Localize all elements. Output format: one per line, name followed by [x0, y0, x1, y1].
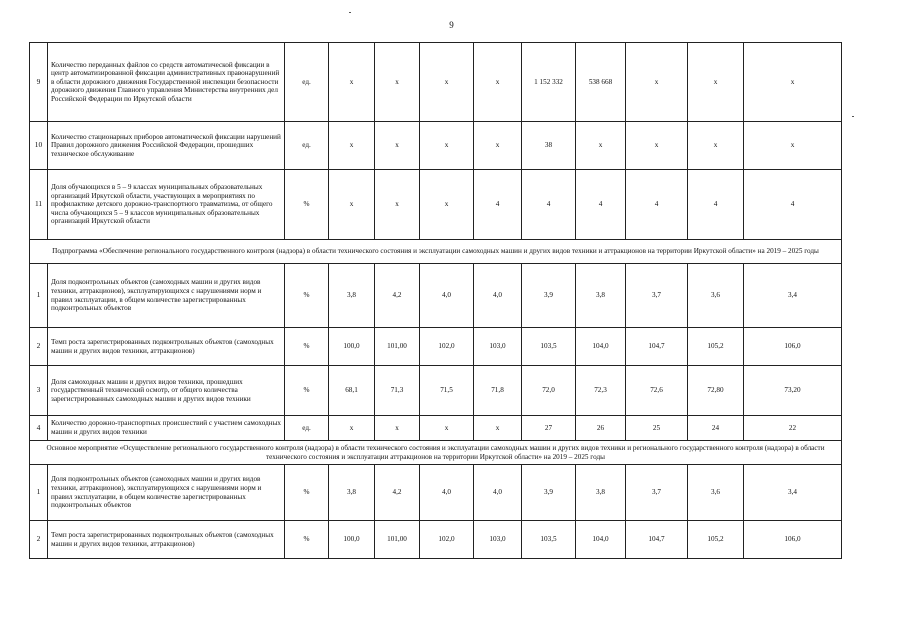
- value-cell: х: [744, 122, 842, 170]
- value-cell: 3,6: [688, 264, 744, 328]
- value-cell: 4: [626, 170, 688, 240]
- indicators-table: [29, 42, 842, 559]
- table-row: [30, 416, 842, 441]
- value-cell: 103,0: [474, 521, 522, 559]
- value-cell: 103,0: [474, 328, 522, 366]
- table-row: [30, 264, 842, 328]
- page-number: 9: [449, 20, 454, 30]
- value-cell: 71,3: [375, 366, 420, 416]
- indicator-name: Количество переданных файлов со средств автоматической фиксации в центр автоматизированной фиксации административных правонарушений в области дорожного движения Государственной инспекции безопасности дорожного движения Главного управления Министерства внутренних дел Российской Федерации по Иркутской области: [48, 43, 285, 122]
- table-row: [30, 122, 842, 170]
- indicator-name: Доля подконтрольных объектов (самоходных машин и других видов техники, аттракционов), эксплуатирующихся с нарушениями норм и правил эксплуатации, в общем количестве зарегистрированных подконтрольных объектов: [48, 465, 285, 521]
- section-title: Основное мероприятие «Осуществление регионального государственного контроля (надзора) в области технического состояния и эксплуатации самоходных машин и других видов техники и регионального государственного контроля (надзора) в области технического состояния и эксплуатации аттракционов на территории Иркутской области» на 2019 – 2025 годы: [30, 441, 842, 465]
- unit-cell: %: [285, 366, 329, 416]
- value-cell: 3,4: [744, 465, 842, 521]
- unit-cell: %: [285, 521, 329, 559]
- indicator-name: Доля обучающихся в 5 – 9 классах муниципальных образовательных организаций Иркутской области, участвующих в мероприятиях по профилактике детского дорожно-транспортного травматизма, от общего числа обучающихся 5 – 9 классов муниципальных образовательных организаций Иркутской области: [48, 170, 285, 240]
- value-cell: 4: [474, 170, 522, 240]
- row-number: 2: [30, 521, 48, 559]
- value-cell: х: [420, 122, 474, 170]
- value-cell: 106,0: [744, 328, 842, 366]
- value-cell: 102,0: [420, 328, 474, 366]
- value-cell: х: [375, 416, 420, 441]
- value-cell: 4: [576, 170, 626, 240]
- unit-cell: ед.: [285, 43, 329, 122]
- value-cell: 104,0: [576, 328, 626, 366]
- value-cell: х: [576, 122, 626, 170]
- value-cell: 104,7: [626, 328, 688, 366]
- value-cell: х: [375, 122, 420, 170]
- value-cell: 538 668: [576, 43, 626, 122]
- unit-cell: %: [285, 264, 329, 328]
- value-cell: 72,6: [626, 366, 688, 416]
- table-row: [30, 170, 842, 240]
- value-cell: 4,2: [375, 465, 420, 521]
- row-number: 11: [30, 170, 48, 240]
- row-number: 9: [30, 43, 48, 122]
- value-cell: х: [375, 43, 420, 122]
- value-cell: х: [329, 170, 375, 240]
- value-cell: 102,0: [420, 521, 474, 559]
- unit-cell: ед.: [285, 122, 329, 170]
- value-cell: 72,80: [688, 366, 744, 416]
- value-cell: 3,8: [329, 264, 375, 328]
- value-cell: х: [329, 122, 375, 170]
- scan-speck: [349, 12, 351, 13]
- value-cell: х: [329, 416, 375, 441]
- value-cell: 72,0: [522, 366, 576, 416]
- table-row: [30, 521, 842, 559]
- table-row: [30, 366, 842, 416]
- section-header-row: [30, 240, 842, 264]
- value-cell: 103,5: [522, 328, 576, 366]
- indicator-name: Количество дорожно-транспортных происшествий с участием самоходных машин и других видов техники: [48, 416, 285, 441]
- value-cell: 100,0: [329, 328, 375, 366]
- value-cell: 26: [576, 416, 626, 441]
- value-cell: х: [626, 122, 688, 170]
- value-cell: 71,5: [420, 366, 474, 416]
- value-cell: 25: [626, 416, 688, 441]
- value-cell: 101,00: [375, 328, 420, 366]
- value-cell: х: [474, 416, 522, 441]
- value-cell: 27: [522, 416, 576, 441]
- value-cell: 3,8: [576, 465, 626, 521]
- value-cell: 3,9: [522, 264, 576, 328]
- value-cell: 100,0: [329, 521, 375, 559]
- value-cell: 22: [744, 416, 842, 441]
- table-row: [30, 465, 842, 521]
- row-number: 10: [30, 122, 48, 170]
- value-cell: 4: [744, 170, 842, 240]
- value-cell: 1 152 332: [522, 43, 576, 122]
- value-cell: 104,7: [626, 521, 688, 559]
- value-cell: 4,0: [420, 264, 474, 328]
- row-number: 1: [30, 465, 48, 521]
- value-cell: 4: [688, 170, 744, 240]
- value-cell: 105,2: [688, 328, 744, 366]
- value-cell: 3,7: [626, 465, 688, 521]
- value-cell: х: [474, 122, 522, 170]
- unit-cell: %: [285, 328, 329, 366]
- table-row: [30, 43, 842, 122]
- value-cell: 4,2: [375, 264, 420, 328]
- value-cell: 68,1: [329, 366, 375, 416]
- section-title: Подпрограмма «Обеспечение регионального государственного контроля (надзора) в области технического состояния и эксплуатации самоходных машин и других видов техники и аттракционов на территории Иркутской области» на 2019 – 2025 годы: [30, 240, 842, 264]
- value-cell: 3,9: [522, 465, 576, 521]
- unit-cell: %: [285, 170, 329, 240]
- value-cell: 3,6: [688, 465, 744, 521]
- value-cell: х: [626, 43, 688, 122]
- section-header-row: [30, 441, 842, 465]
- value-cell: х: [688, 122, 744, 170]
- indicator-name: Доля самоходных машин и других видов техники, прошедших государственный технический осмотр, от общего количества зарегистрированных самоходных машин и других видов техники: [48, 366, 285, 416]
- table-row: [30, 328, 842, 366]
- indicator-name: Доля подконтрольных объектов (самоходных машин и других видов техники, аттракционов), эксплуатирующихся с нарушениями норм и правил эксплуатации, в общем количестве зарегистрированных подконтрольных объектов: [48, 264, 285, 328]
- value-cell: 3,8: [329, 465, 375, 521]
- value-cell: 4,0: [474, 264, 522, 328]
- value-cell: 105,2: [688, 521, 744, 559]
- value-cell: х: [375, 170, 420, 240]
- row-number: 2: [30, 328, 48, 366]
- value-cell: х: [744, 43, 842, 122]
- value-cell: 3,7: [626, 264, 688, 328]
- indicator-name: Темп роста зарегистрированных подконтрольных объектов (самоходных машин и других видов техники, аттракционов): [48, 521, 285, 559]
- row-number: 4: [30, 416, 48, 441]
- value-cell: 106,0: [744, 521, 842, 559]
- scan-speck: [852, 116, 854, 117]
- value-cell: 3,4: [744, 264, 842, 328]
- value-cell: 4,0: [420, 465, 474, 521]
- value-cell: 71,8: [474, 366, 522, 416]
- indicator-name: Количество стационарных приборов автоматической фиксации нарушений Правил дорожного движения Российской Федерации, прошедших техническое обслуживание: [48, 122, 285, 170]
- value-cell: 73,20: [744, 366, 842, 416]
- row-number: 3: [30, 366, 48, 416]
- value-cell: 4,0: [474, 465, 522, 521]
- unit-cell: %: [285, 465, 329, 521]
- value-cell: х: [420, 416, 474, 441]
- value-cell: х: [420, 43, 474, 122]
- value-cell: 104,0: [576, 521, 626, 559]
- value-cell: х: [474, 43, 522, 122]
- value-cell: 24: [688, 416, 744, 441]
- indicator-name: Темп роста зарегистрированных подконтрольных объектов (самоходных машин и других видов техники, аттракционов): [48, 328, 285, 366]
- value-cell: 4: [522, 170, 576, 240]
- value-cell: 38: [522, 122, 576, 170]
- value-cell: х: [329, 43, 375, 122]
- value-cell: х: [688, 43, 744, 122]
- value-cell: 101,00: [375, 521, 420, 559]
- value-cell: 3,8: [576, 264, 626, 328]
- unit-cell: ед.: [285, 416, 329, 441]
- row-number: 1: [30, 264, 48, 328]
- value-cell: х: [420, 170, 474, 240]
- value-cell: 103,5: [522, 521, 576, 559]
- value-cell: 72,3: [576, 366, 626, 416]
